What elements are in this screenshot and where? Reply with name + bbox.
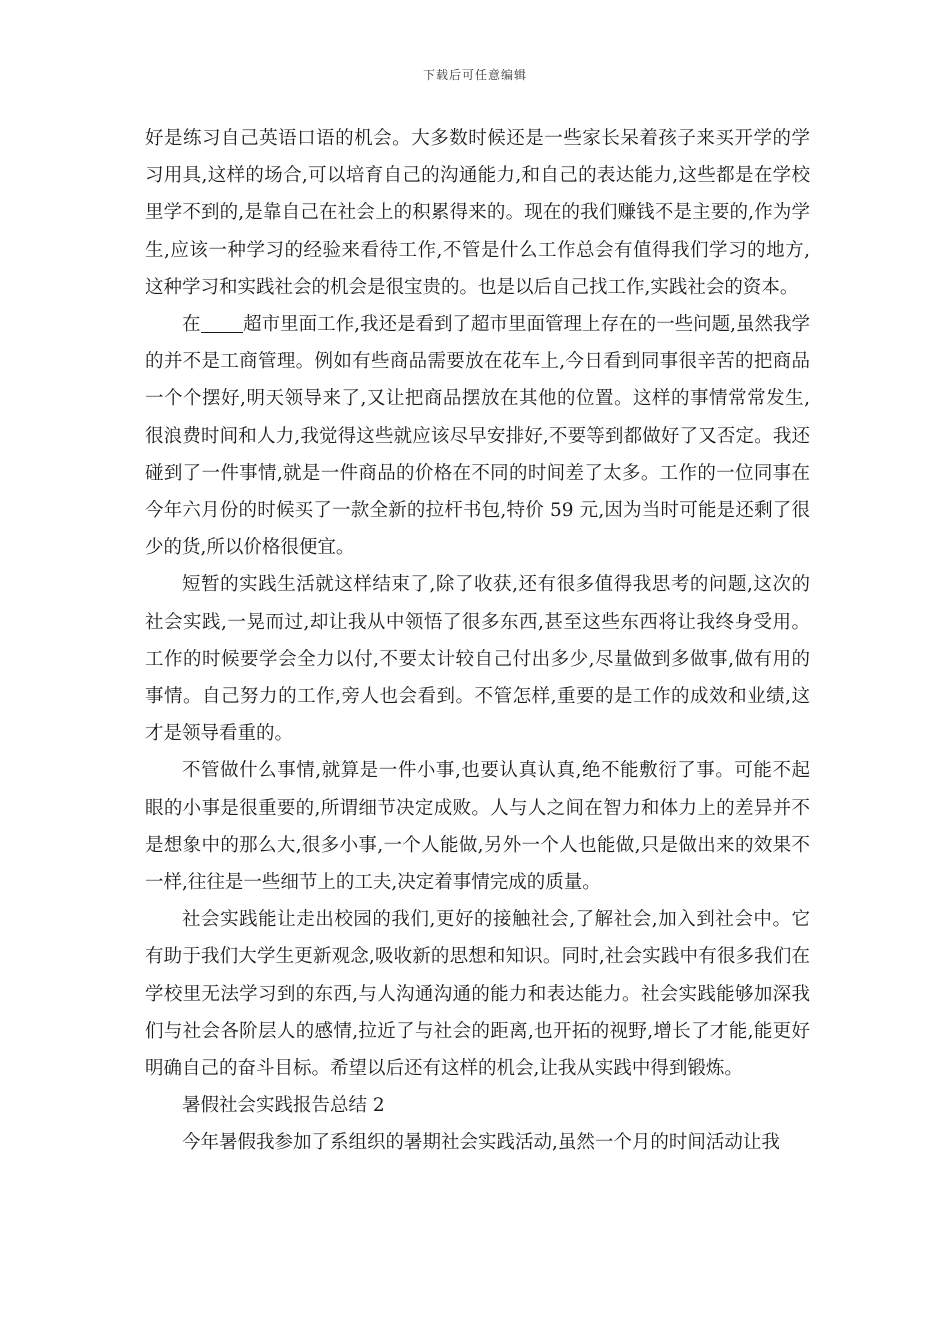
fill-in-blank	[201, 314, 244, 334]
paragraph-2-start: 在	[182, 314, 201, 336]
paragraph-2-rest: 超市里面工作,我还是看到了超市里面管理上存在的一些问题,虽然我学的并不是工商管理。例如有些商品需要放在花车上,今日看到同事很辛苦的把商品一个个摆好,明天领导来了,又让把商品摆放在其他的位置。这样的事情常常发生,很浪费时间和人力,我觉得这些就应该尽早安排好,不要等到都做好了又否定。我还碰到了一件事情,就是一件商品的价格在不同的时间差了太多。工作的一位同事在今年六月份的时候买了一款全新的拉杆书包,特价 59 元,因为当时可能是还剩了很少的货,所以价格很便宜。	[145, 314, 810, 559]
paragraph-4: 不管做什么事情,就算是一件小事,也要认真认真,绝不能敷衍了事。可能不起眼的小事是很重要的,所谓细节决定成败。人与人之间在智力和体力上的差异并不是想象中的那么大,很多小事,一个人能做,另外一个人也能做,只是做出来的效果不一样,往往是一些细节上的工夫,决定着事情完成的质量。	[145, 760, 810, 894]
paragraph-1: 好是练习自己英语口语的机会。大多数时候还是一些家长呆着孩子来买开学的学习用具,这样的场合,可以培育自己的沟通能力,和自己的表达能力,这些都是在学校里学不到的,是靠自己在社会上的积累得来的。现在的我们赚钱不是主要的,作为学生,应该一种学习的经验来看待工作,不管是什么工作总会有值得我们学习的地方,这种学习和实践社会的机会是很宝贵的。也是以后自己找工作,实践社会的资本。	[145, 128, 810, 298]
page-header: 下载后可任意编辑	[422, 68, 527, 82]
section-heading: 暑假社会实践报告总结 2	[182, 1095, 385, 1117]
document-body	[145, 120, 810, 1162]
paragraph-3: 短暂的实践生活就这样结束了,除了收获,还有很多值得我思考的问题,这次的社会实践,一晃而过,却让我从中领悟了很多东西,甚至这些东西将让我终身受用。工作的时候要学会全力以付,不要太计较自己付出多少,尽量做到多做事,做有用的事情。自己努力的工作,旁人也会看到。不管怎样,重要的是工作的成效和业绩,这才是领导看重的。	[145, 574, 810, 745]
paragraph-6: 今年暑假我参加了系组织的暑期社会实践活动,虽然一个月的时间活动让我	[182, 1132, 780, 1154]
paragraph-2	[145, 306, 810, 566]
paragraph-5: 社会实践能让走出校园的我们,更好的接触社会,了解社会,加入到社会中。它有助于我们大学生更新观念,吸收新的思想和知识。同时,社会实践中有很多我们在学校里无法学习到的东西,与人沟通沟通的能力和表达能力。社会实践能够加深我们与社会各阶层人的感情,拉近了与社会的距离,也开拓的视野,增长了才能,能更好明确自己的奋斗目标。希望以后还有这样的机会,让我从实践中得到锻炼。	[145, 909, 810, 1080]
